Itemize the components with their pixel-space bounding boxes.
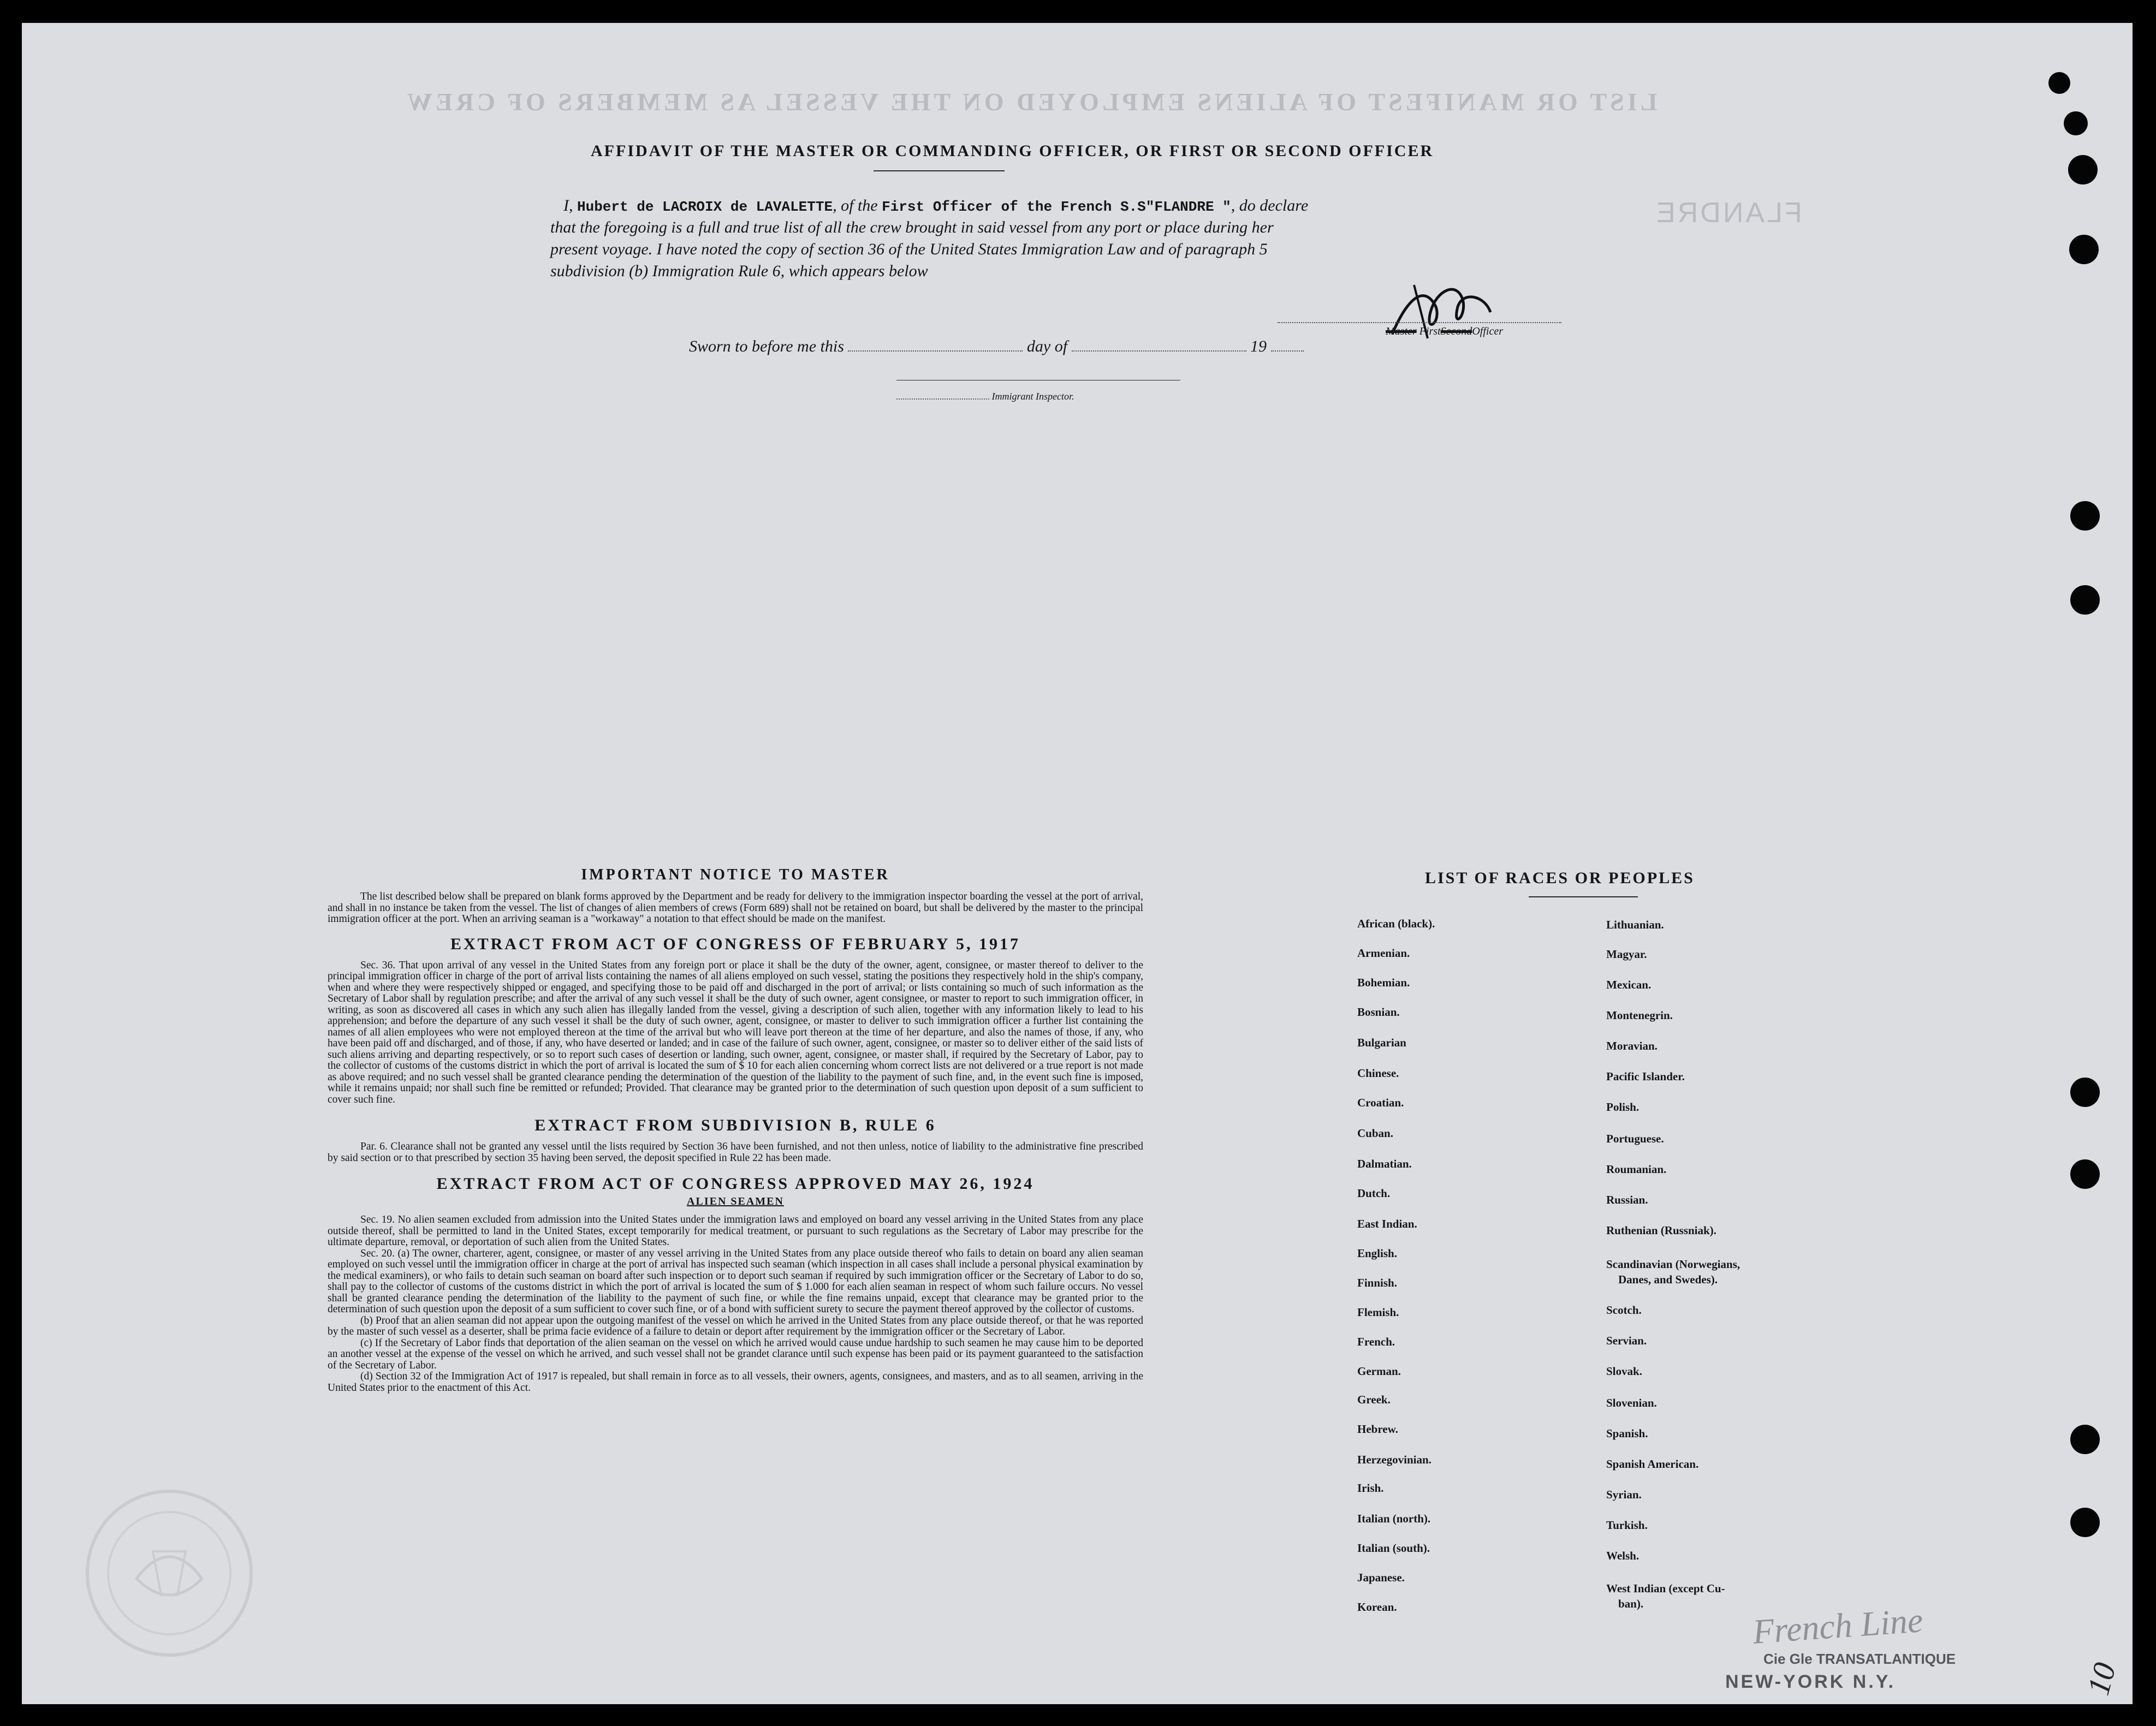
punch-hole (2070, 1425, 2100, 1454)
extract-1924-body (328, 1215, 1143, 1394)
affidavit-line-2: that the foregoing is a full and true list of all the crew brought in said vessel from any port or place during her (550, 218, 1274, 236)
sec-20d: (d) Section 32 of the Immigration Act of 1917 is repealed, but shall remain in force as to all vessels, their owners, agents, consignees, and masters, and as to all seamen, arriving in the United States prior to the enactment of this Act. (328, 1371, 1143, 1394)
race-left: Greek. (1357, 1393, 1391, 1406)
race-right: Turkish. (1606, 1519, 1648, 1532)
sec-20b: (b) Proof that an alien seaman did not appear upon the outgoing manifest of the vessel on which he arrived in the United States from any place outside thereof, or that he was reported by the master of such vessel as a deserter, shall be prima facie evidence of a failure to detain or deport after requirement by the immigration officer or the Secretary of Labor. (328, 1314, 1143, 1337)
race-left: Bulgarian (1357, 1036, 1406, 1049)
race-left: English. (1357, 1247, 1397, 1260)
race-left: Japanese. (1357, 1571, 1405, 1584)
race-left: Chinese. (1357, 1067, 1399, 1080)
race-right: West Indian (except Cu- (1606, 1582, 1725, 1595)
race-left: East Indian. (1357, 1217, 1417, 1230)
signature-caption: Master FirstSecondOfficer (1386, 325, 1503, 337)
race-left: Dutch. (1357, 1187, 1391, 1200)
extract-1917-title: EXTRACT FROM ACT OF CONGRESS OF FEBRUARY 5, 1917 (450, 935, 1021, 953)
race-left: Hebrew. (1357, 1423, 1398, 1436)
race-right: Syrian. (1606, 1488, 1642, 1501)
notice-column (328, 866, 1143, 1394)
embossed-seal-icon (82, 1486, 257, 1660)
race-right: Magyar. (1606, 948, 1647, 961)
punch-hole (2068, 155, 2098, 184)
race-right: Portuguese. (1606, 1132, 1664, 1145)
race-right: Moravian. (1606, 1039, 1658, 1052)
notice-title: IMPORTANT NOTICE TO MASTER (581, 866, 890, 883)
race-left: French. (1357, 1335, 1395, 1348)
affidavit-line-3: present voyage. I have noted the copy of section 36 of the United States Immigration Law and of paragraph 5 (550, 240, 1268, 258)
punch-hole (2070, 1508, 2100, 1537)
race-left: Armenian. (1357, 947, 1410, 960)
race-left: Finnish. (1357, 1276, 1397, 1289)
race-left: Flemish. (1357, 1306, 1399, 1319)
extract-1924-title: EXTRACT FROM ACT OF CONGRESS APPROVED MAY 26, 1924 (436, 1175, 1035, 1193)
race-left: Herzegovinian. (1357, 1453, 1432, 1466)
race-right: Lithuanian. (1606, 918, 1664, 931)
race-left: Italian (north). (1357, 1512, 1431, 1525)
race-right: Slovenian. (1606, 1396, 1657, 1409)
race-right: Spanish. (1606, 1427, 1648, 1440)
stamp-line-2: NEW-YORK N.Y. (1725, 1671, 1896, 1692)
show-through-ship: FLANDRE (1654, 197, 1802, 229)
sec-19: Sec. 19. No alien seamen excluded from admission into the United States under the immigration laws and employed on board any vessel arriving in the United States from any place outside thereof, shall be permitted to land in the United States, except temporarily for medical treatment, or pursuant to such regulations as the Secretary of Labor may prescribe for the ultimate departure, removal, or deportation of such alien from the United States. (328, 1214, 1143, 1248)
punch-hole (2070, 1159, 2100, 1189)
race-right: Mexican. (1606, 978, 1652, 991)
stamp-line-1: Cie Gle TRANSATLANTIQUE (1763, 1651, 1956, 1667)
race-right: Slovak. (1606, 1365, 1642, 1378)
race-right: Scotch. (1606, 1304, 1642, 1317)
page-mark: 10 (2080, 1659, 2123, 1699)
punch-hole (2070, 501, 2100, 531)
race-right: Roumanian. (1606, 1163, 1667, 1176)
races-title-rule (1529, 896, 1638, 897)
race-left: Korean. (1357, 1600, 1397, 1614)
sworn-line: Sworn to before me this day of 19 (689, 337, 1304, 356)
race-left: Bohemian. (1357, 976, 1410, 989)
race-right: ban). (1618, 1597, 1644, 1610)
punch-hole (2064, 111, 2088, 135)
extract-rule6-body: Par. 6. Clearance shall not be granted any vessel until the lists required by Section 36 have been furnished, and not then unless, notice of liability to the administrative fine prescribed by said section or to that prescribed by section 35 having been served, the deposit specified in Rule 22 has been made. (328, 1141, 1143, 1164)
extract-rule6-title: EXTRACT FROM SUBDIVISION B, RULE 6 (534, 1116, 936, 1134)
extract-1917-body: Sec. 36. That upon arrival of any vessel in the United States from any foreign port or place it shall be the duty of the owner, agent, consignee, or master thereof to deliver to the principal immigration officer in charge of the port of arrival lists containing the names of all aliens employed on such vessel, stating the positions they respectively hold in the ship's company, when and where they were respectively shipped or engaged, and specifying those to be paid off and discharged in the port of arrival; or lists containing so much of such information as the Secretary of Labor shall by regulation prescribe; and after the arrival of any such vessel it shall be the duty of such owner, agent consignee, or master to report to such immigration officer, in writing, as soon as discovered all cases in which any such alien has illegally landed from the vessel, giving a description of such alien, together with any information likely to lead to his apprehension; and before the departure of any such vessel it shall be the duty of such owner, agent, consignee, or master to deliver to such immigration officer a further list containing the names of all alien employees who were not employed thereon at the time of the arrival but who will leave port thereon at the time of her departure, and also the names of those, if any, who have been paid off and discharged, and of those, if any, who have deserted or landed; and in case of the failure of such owner, agent, consignee, or master so to deliver either of the said lists of such aliens arriving and departing respectively, or so to report such cases of desertion or landing, such owner, agent, consignee, or master shall, if required by the Secretary of Labor, pay to the collector of customs of the customs district in which the port of arrival is located the sum of $ 10 for each alien concerning whom correct lists are not delivered or a true report is not made as above required; and no such vessel shall be granted clearance pending the determination of the question of the liability to the payment of such fine, and, in the event such fine is imposed, while it remains unpaid; nor shall such fine be remitted or refunded; Provided. That clearance may be granted prior to the determination of such question upon deposit of a sum sufficient to cover such fine. (328, 959, 1143, 1105)
punch-hole (2070, 1078, 2100, 1107)
sec-20c: (c) If the Secretary of Labor finds that deportation of the alien seaman on the vessel on which he arrived would cause undue hardship to such seamen he may cause him to be deported an another vessel at the expense of the vessel on which he arrived, and such vessel shall not be grandet clarance until such expense has been paid or its payment guaranteed to the satisfaction of the Secretary of Labor. (328, 1337, 1143, 1371)
race-right: Polish. (1606, 1100, 1640, 1114)
punch-hole (2070, 585, 2100, 615)
race-left: Italian (south). (1357, 1542, 1430, 1555)
officer-name: Hubert de LACROIX de LAVALETTE (577, 199, 833, 215)
race-right: Montenegrin. (1606, 1009, 1673, 1022)
race-right: Welsh. (1606, 1549, 1640, 1562)
affidavit-title-rule (874, 170, 1005, 171)
officer-rank: First Officer of the French S.S"FLANDRE " (882, 199, 1231, 215)
affidavit-title: AFFIDAVIT OF THE MASTER OR COMMANDING OFFICER, OR FIRST OR SECOND OFFICER (591, 142, 1434, 160)
punch-hole (2069, 235, 2099, 264)
races-title: LIST OF RACES OR PEOPLES (1425, 869, 1695, 887)
race-left: Croatian. (1357, 1096, 1404, 1109)
race-left: African (black). (1357, 917, 1435, 930)
sec-20a: Sec. 20. (a) The owner, charterer, agent, consignee, or master of any vessel arriving in the United States from any place outside thereof who fails to detain on board any alien seaman employed on such vessel until the immigration officer in charge at the port of arrival has inspected such seaman (which inspection in all cases shall include a personal physical examination by the medical examiners), or who fails to detain such seaman on board after such inspection or to deport such seaman if required by such immigration officer or the Secretary of Labor to do so, shall pay to the collector of customs of the customs district in which the port of arrival is located the sum of $ 1.000 for each alien seaman in respect of whom such failure occurs. No vessel shall be granted clearance pending the determination of the liability to the payment of such fine, or while the fine remains unpaid, except that clearance may be granted prior to the determination of such question upon the deposit of a sum sufficient to cover such fine, or of a bond with sufficient surety to secure the payment thereof approved by the collector of customs. (328, 1247, 1143, 1315)
race-right: Spanish American. (1606, 1457, 1699, 1471)
race-left: Cuban. (1357, 1127, 1393, 1140)
affidavit-line-1: I, Hubert de LACROIX de LAVALETTE, of the First Officer of the French S.S"FLANDRE ", do declare (563, 197, 1309, 215)
punch-hole (2048, 72, 2070, 94)
extract-1924-subtitle: ALIEN SEAMEN (687, 1195, 784, 1207)
race-right: Danes, and Swedes). (1618, 1273, 1718, 1286)
race-left: German. (1357, 1365, 1401, 1378)
notice-body: The list described below shall be prepared on blank forms approved by the Department and be ready for delivery to the immigration inspector boarding the vessel at the port of arrival, and shall in no instance be taken from the vessel. The list of changes of alien members of crews (Form 689) shall not be retained on board, but shall be delivered by the master to the principal immigration officer at the port. When an arriving seaman is a "workaway" a notation to that effect should be made on the manifest. (328, 891, 1143, 925)
race-right: Servian. (1606, 1334, 1647, 1347)
race-left: Dalmatian. (1357, 1157, 1412, 1170)
race-right: Russian. (1606, 1193, 1648, 1206)
race-left: Irish. (1357, 1481, 1384, 1495)
signature-line (1278, 322, 1561, 323)
show-through-header: LIST OR MANIFEST OF ALIENS EMPLOYED ON THE VESSEL AS MEMBERS OF CREW (404, 88, 1658, 116)
stamp-handwritten: French Line (1751, 1600, 1925, 1651)
inspector-line: Immigrant Inspector. (896, 391, 1074, 402)
race-left: Bosnian. (1357, 1005, 1400, 1019)
race-right: Ruthenian (Russniak). (1606, 1224, 1717, 1237)
affidavit-line-4: subdivision (b) Immigration Rule 6, which appears below (550, 262, 928, 280)
document-sheet (22, 23, 2133, 1704)
race-right: Pacific Islander. (1606, 1070, 1685, 1083)
race-right: Scandinavian (Norwegians, (1606, 1258, 1741, 1271)
